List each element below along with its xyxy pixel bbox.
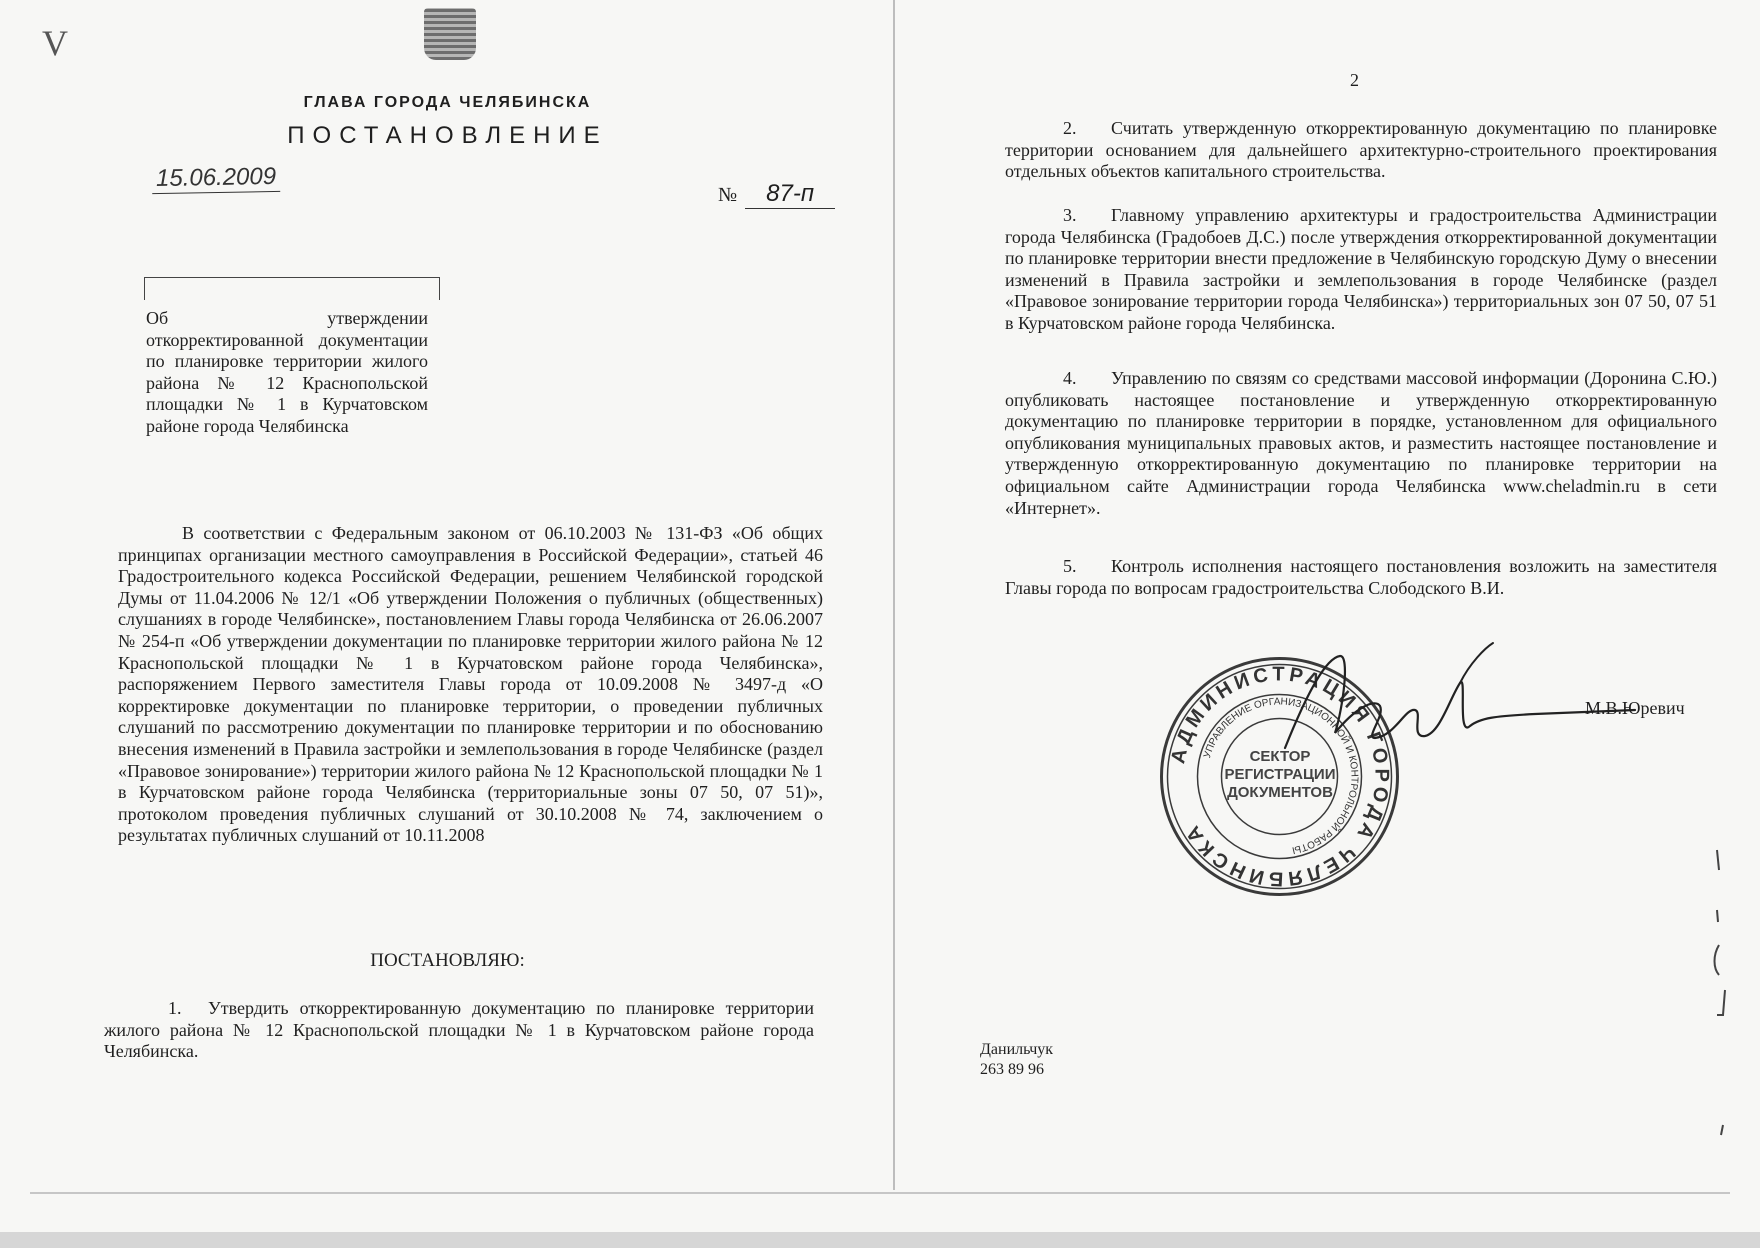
corner-check-mark: V <box>42 23 68 63</box>
subject-bracket <box>144 277 440 300</box>
document-number <box>718 180 835 209</box>
document-date: 15.06.2009 <box>152 163 281 194</box>
clause-number: 5. <box>1063 556 1077 576</box>
clause-number: 1. <box>168 998 182 1018</box>
clause-number: 3. <box>1063 205 1077 225</box>
stamp-inner-text: УПРАВЛЕНИЕ ОРГАНИЗАЦИОННОЙ И КОНТРОЛЬНОЙ РАБОТЫ <box>1202 696 1360 856</box>
clause-text: Контроль исполнения настоящего постановления возложить на заместителя Главы города по вопросам градостроительства Слободского В.И. <box>1005 556 1717 598</box>
clause-number: 2. <box>1063 118 1077 138</box>
coat-of-arms-icon <box>424 8 476 60</box>
clause-text: Считать утвержденную откорректированную документацию по планировке территории основанием для дальнейшего архитектурно-строительного проектирования отдельных объектов капитального строительства. <box>1005 118 1717 182</box>
number-value: 87-п <box>745 180 835 209</box>
number-prefix: № <box>718 184 738 206</box>
page-2 <box>895 0 1760 1248</box>
contact-block <box>980 1040 1053 1080</box>
issuing-authority: ГЛАВА ГОРОДА ЧЕЛЯБИНСКА <box>303 94 592 111</box>
stamp-center-text: СЕКТОР РЕГИСТРАЦИИ ДОКУМЕНТОВ <box>1224 748 1336 801</box>
stamp-outer-text: АДМИНИСТРАЦИЯ ГОРОДА ЧЕЛЯБИНСКА <box>1167 663 1393 890</box>
clause-text: Главному управлению архитектуры и градостроительства Администрации города Челябинска (Градобоев Д.С.) после утверждения откорректированной документации по планировке территории внести предложение в Челябинскую городскую Думу о внесении изменений в Правила застройки и землепользования в городе Челябинске (раздел «Правовое зонирование территории города Челябинска») территориальных зон 07 50, 07 51 в Курчатовском районе города Челябинска. <box>1005 205 1717 333</box>
page-bottom-edge <box>30 1192 1730 1194</box>
clause-5 <box>1005 556 1717 599</box>
margin-marks-icon <box>1705 840 1735 1170</box>
clause-4 <box>1005 368 1717 519</box>
clause-text: Управлению по связям со средствами массовой информации (Доронина С.Ю.) опубликовать настоящее постановление и утвержденную откорректированную документацию по планировке территории в порядке, установленном для официального опубликования муниципальных правовых актов, и разместить настоящее постановление и утвержденную откорректированную документацию по планировке территории на официальном сайте Администрации города Челябинска www.cheladmin.ru в сети «Интернет». <box>1005 368 1717 518</box>
clause-number: 4. <box>1063 368 1077 388</box>
contact-phone: 263 89 96 <box>980 1061 1044 1078</box>
resolve-heading: ПОСТАНОВЛЯЮ: <box>370 950 525 971</box>
clause-1 <box>104 998 814 1063</box>
document-type-title: ПОСТАНОВЛЕНИЕ <box>287 122 608 149</box>
clause-2 <box>1005 118 1717 183</box>
clause-text: Утвердить откорректированную документацию по планировке территории жилого района № 12 Краснопольской площадки № 1 в Курчатовском районе города Челябинска. <box>104 998 814 1062</box>
preamble-paragraph: В соответствии с Федеральным законом от 06.10.2003 № 131-ФЗ «Об общих принципах организации местного самоуправления в Российской Федерации», статьей 46 Градостроительного кодекса Российской Федерации, решением Челябинской городской Думы от 11.04.2006 № 12/1 «Об утверждении Положения о публичных (общественных) слушаниях в городе Челябинске», постановлением Главы города Челябинска от 26.06.2007 № 254-п «Об утверждении документации по планировке территории жилого района № 12 Краснопольской площадки № 1 в Курчатовском районе города Челябинска», распоряжением Первого заместителя Главы города от 10.09.2008 № 3497-д «О корректировке документации по планировке территории, о проведении публичных слушаний по рассмотрению документации по планировке территории и по обоснованию внесения изменений в Правила застройки и землепользования в городе Челябинске (раздел «Правовое зонирование») территории жилого района № 12 Краснопольской площадки № 1 в Курчатовском районе города Челябинска (территориальные зоны 07 50, 07 51)», протоколом проведения публичных слушаний от 30.10.2008 № 74, заключением о результатах публичных слушаний от 10.11.2008 <box>118 523 823 846</box>
page-number: 2 <box>1350 70 1359 90</box>
clause-3 <box>1005 205 1717 335</box>
scan-border <box>0 1232 1760 1248</box>
signatory-name: М.В.Юревич <box>1585 698 1685 718</box>
subject-heading: Об утверждении откорректированной документации по планировке территории жилого района № 12 Краснопольской площадки № 1 в Курчатовском районе города Челябинска <box>146 308 428 436</box>
contact-name: Данильчук <box>980 1041 1054 1058</box>
